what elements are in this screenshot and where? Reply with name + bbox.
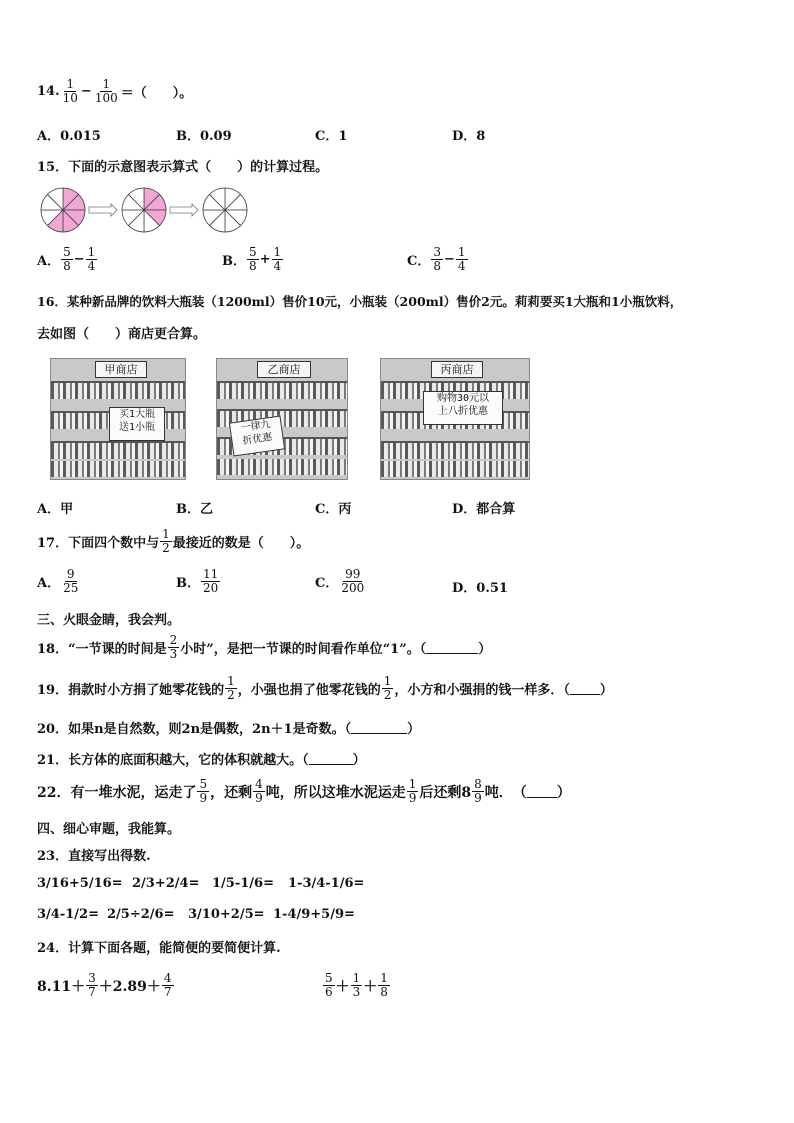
q20: 20．如果n是自然数，则2n是偶数，2n＋1是奇数。（ ） — [37, 722, 421, 737]
q16-stem-line2: 去如图（ ）商店更合算。 — [37, 327, 207, 342]
q16-option-d[interactable]: D．都合算 — [452, 502, 516, 517]
q23-title: 23．直接写出得数. — [37, 849, 151, 864]
q15-option-b[interactable]: B． $\frac{5}{8}$ + $\frac{1}{4}$ — [222, 245, 282, 273]
q23-expr: 1-4/9+5/9= — [273, 907, 355, 922]
fraction: $\frac{1}{2}$ — [383, 674, 392, 702]
q16-option-b[interactable]: B．乙 — [176, 502, 213, 517]
q24-title: 24．计算下面各题，能简便的要简便计算. — [37, 941, 281, 956]
q23-expr: 2/5÷2/6= — [107, 907, 175, 922]
fraction: $\frac{9}{25}$ — [63, 567, 79, 595]
fraction-circles-diagram — [38, 186, 253, 236]
q24-expression-1: 8.11＋ $\frac{3}{7}$ ＋2.89＋ $\frac{4}{7}$ — [37, 971, 172, 999]
arrow-icon — [170, 204, 198, 216]
answer-blank[interactable] — [570, 682, 600, 695]
fraction: $\frac{1}{4}$ — [87, 245, 96, 273]
q23-expr: 3/4-1/2= — [37, 907, 99, 922]
fraction: $\frac{4}{7}$ — [163, 971, 172, 999]
shop-label: 丙商店 — [431, 361, 483, 378]
fraction: $\frac{5}{9}$ — [199, 777, 208, 805]
q16-option-a[interactable]: A．甲 — [37, 502, 74, 517]
q24-expression-2: $\frac{5}{6}$ ＋ $\frac{1}{3}$ ＋ $\frac{1}{8}$ — [325, 971, 388, 999]
fraction: $\frac{1}{9}$ — [408, 777, 417, 805]
section-heading-4: 四、细心审题，我能算。 — [37, 822, 181, 837]
q21: 21．长方体的底面积越大，它的体积就越大。（ ） — [37, 753, 366, 768]
fraction: $\frac{1}{10}$ — [62, 77, 78, 105]
q23-expr: 1/5-1/6= — [212, 876, 274, 891]
fraction: $\frac{3}{8}$ — [433, 245, 441, 273]
q17-option-a[interactable]: A． $\frac{9}{25}$ — [37, 567, 79, 595]
fraction: $\frac{8}{9}$ — [474, 777, 482, 805]
section-heading-3: 三、火眼金睛，我会判。 — [37, 613, 181, 628]
fraction: $\frac{99}{200}$ — [341, 567, 365, 595]
q14-option-a[interactable]: A．0.015 — [37, 129, 101, 144]
q14-stem: 14. $\frac{1}{10}$ − $\frac{1}{100}$ ＝（ ）。 — [37, 77, 193, 105]
q14-option-c[interactable]: C．1 — [315, 129, 348, 144]
fraction: $\frac{1}{3}$ — [352, 971, 361, 999]
fraction: $\frac{2}{3}$ — [169, 633, 178, 661]
q18: 18．“一节课的时间是 $\frac{2}{3}$ 小时”，是把一节课的时间看作单位“1”。（ ） — [37, 633, 492, 661]
q17-stem: 17．下面四个数中与 $\frac{1}{2}$ 最接近的数是（ ）。 — [37, 527, 310, 555]
answer-blank[interactable] — [309, 752, 353, 765]
shop-photo-yi — [216, 358, 348, 480]
q22: 22．有一堆水泥，运走了 $\frac{5}{9}$ ，还剩 $\frac{4}{9}$ 吨，所以这堆水泥运走 $\frac{1}{9}$ 后还剩8 $\frac{8}{9}$ 吨． （ ） — [37, 777, 571, 805]
fraction: $\frac{4}{9}$ — [255, 777, 263, 805]
promo-sign: 买1大瓶 送1小瓶 — [109, 407, 165, 441]
q14-option-b[interactable]: B．0.09 — [176, 129, 232, 144]
q16-option-c[interactable]: C．丙 — [315, 502, 352, 517]
answer-blank[interactable] — [527, 785, 557, 798]
fraction: $\frac{11}{20}$ — [203, 567, 219, 595]
promo-sign: 一律九 折优惠 — [229, 416, 285, 457]
q14-option-d[interactable]: D．8 — [452, 129, 486, 144]
arrow-icon — [89, 204, 117, 216]
q17-option-c[interactable]: C． $\frac{99}{200}$ — [315, 567, 365, 595]
fraction: $\frac{1}{100}$ — [94, 77, 118, 105]
fraction: $\frac{1}{2}$ — [227, 674, 235, 702]
shop-photo-bing — [380, 358, 530, 480]
shop-label: 甲商店 — [95, 361, 147, 378]
answer-blank[interactable] — [426, 641, 478, 654]
fraction: $\frac{1}{2}$ — [162, 527, 170, 555]
fraction: $\frac{5}{8}$ — [63, 245, 71, 273]
q23-expr: 3/10+2/5= — [188, 907, 265, 922]
q23-expr: 3/16+5/16= — [37, 876, 123, 891]
fraction: $\frac{3}{7}$ — [88, 971, 96, 999]
q23-expr: 2/3+2/4= — [132, 876, 200, 891]
q15-stem: 15．下面的示意图表示算式（ ）的计算过程。 — [37, 160, 329, 175]
q23-expr: 1-3/4-1/6= — [288, 876, 365, 891]
q19: 19．捐款时小方捐了她零花钱的 $\frac{1}{2}$ ，小强也捐了他零花钱的 $\frac{1}{2}$ ，小方和小强捐的钱一样多．（ ） — [37, 674, 613, 702]
q15-option-a[interactable]: A． $\frac{5}{8}$ − $\frac{1}{4}$ — [37, 245, 96, 273]
answer-blank[interactable] — [351, 721, 407, 734]
q17-option-b[interactable]: B． $\frac{11}{20}$ — [176, 567, 219, 595]
promo-sign: 购物30元以 上八折优惠 — [423, 391, 503, 425]
q17-option-d[interactable]: D．0.51 — [452, 581, 508, 596]
fraction: $\frac{1}{4}$ — [457, 245, 466, 273]
fraction: $\frac{5}{8}$ — [249, 245, 257, 273]
fraction: $\frac{5}{6}$ — [325, 971, 333, 999]
fraction: $\frac{1}{8}$ — [380, 971, 388, 999]
shop-label: 乙商店 — [257, 361, 311, 378]
q16-stem-line1: 16．某种新品牌的饮料大瓶装（1200ml）售价10元，小瓶装（200ml）售价2元。莉莉要买1大瓶和1小瓶饮料， — [37, 294, 683, 309]
shop-photo-jia — [50, 358, 186, 480]
q15-option-c[interactable]: C． $\frac{3}{8}$ − $\frac{1}{4}$ — [407, 245, 466, 273]
fraction: $\frac{1}{4}$ — [273, 245, 282, 273]
